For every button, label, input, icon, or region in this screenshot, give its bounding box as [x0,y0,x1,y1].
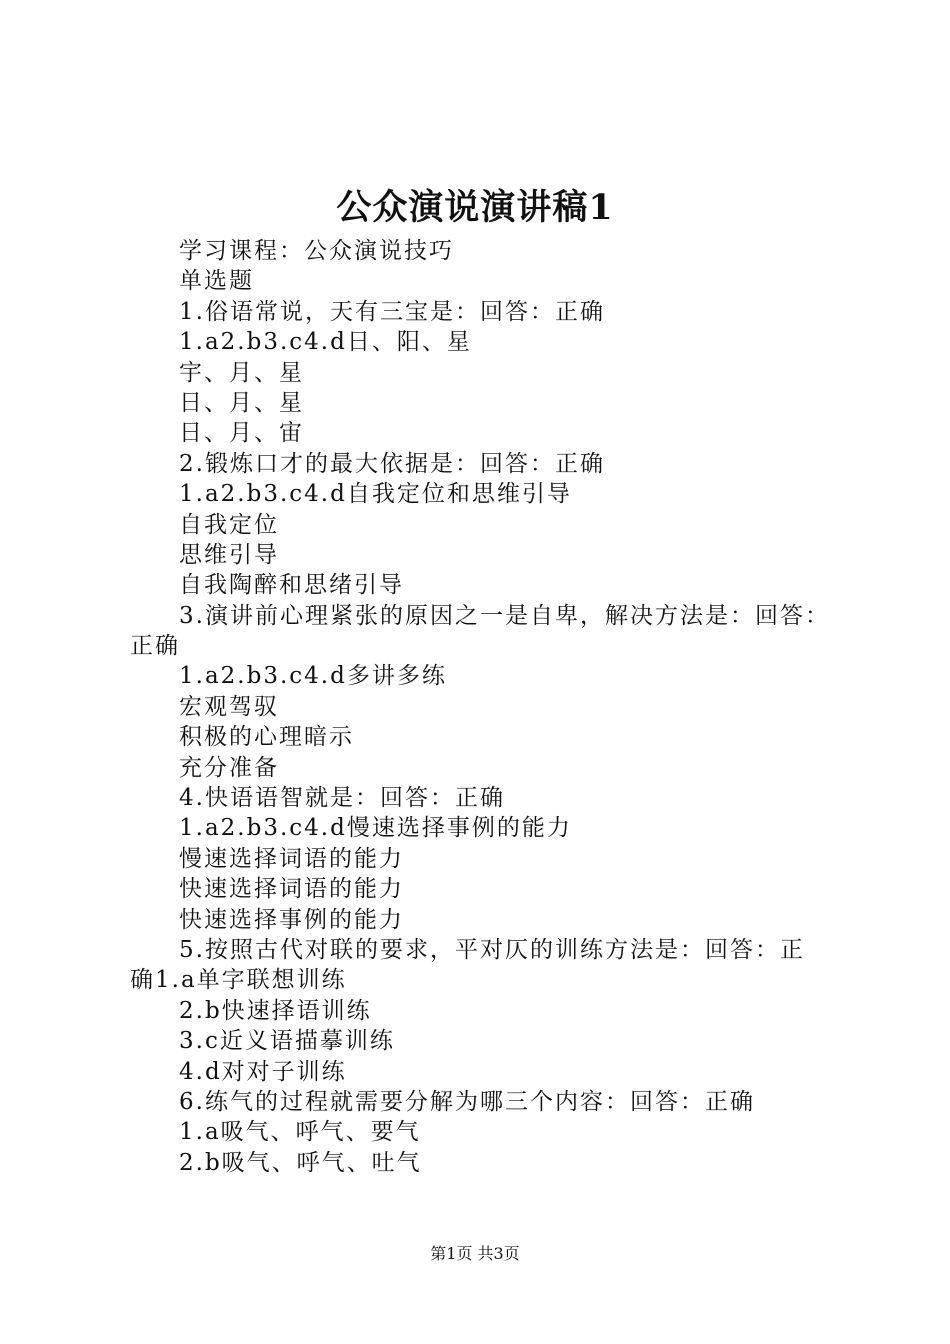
text-line: 宏观驾驭 [179,693,279,720]
text-line: 1.a2.b3.c4.d自我定位和思维引导 [179,481,572,508]
text-line: 4.d对对子训练 [179,1058,347,1085]
text-line: 确1.a单字联想训练 [130,967,347,994]
text-line: 2.b吸气、呼气、吐气 [179,1149,422,1176]
document-body [130,236,840,1178]
text-line: 6.练气的过程就需要分解为哪三个内容：回答：正确 [179,1088,755,1115]
text-line: 自我陶醉和思绪引导 [179,572,404,599]
text-line: 5.按照古代对联的要求，平对仄的训练方法是：回答：正 [179,936,805,963]
page-footer: 第1页 共3页 [430,1244,520,1263]
text-line: 单选题 [179,268,254,295]
text-line: 1.a2.b3.c4.d多讲多练 [179,663,447,690]
text-line: 1.a2.b3.c4.d慢速选择事例的能力 [179,815,572,842]
text-line: 3.c近义语描摹训练 [179,1028,395,1055]
text-line: 慢速选择词语的能力 [179,845,404,872]
text-line: 日、月、星 [179,389,304,416]
text-line: 宇、月、星 [179,359,304,386]
text-line: 1.a2.b3.c4.d日、阳、星 [179,329,472,356]
text-line: 学习课程：公众演说技巧 [179,238,454,264]
text-line: 思维引导 [179,541,279,568]
text-line: 3.演讲前心理紧张的原因之一是自卑，解决方法是：回答： [179,602,830,629]
text-line: 日、月、宙 [179,420,304,447]
page-title: 公众演说演讲稿1 [336,187,614,228]
text-line: 充分准备 [179,754,279,781]
text-line: 正确 [130,633,180,660]
text-line: 积极的心理暗示 [179,724,354,751]
text-line: 快速选择事例的能力 [179,906,404,933]
text-line: 2.b快速择语训练 [179,997,372,1024]
text-line: 1.a吸气、呼气、要气 [179,1119,421,1146]
text-line: 4.快语语智就是：回答：正确 [179,785,505,812]
text-line: 自我定位 [179,511,279,538]
text-line: 快速选择词语的能力 [179,876,404,903]
text-line: 1.俗语常说，天有三宝是：回答：正确 [179,298,605,325]
text-line: 2.锻炼口才的最大依据是：回答：正确 [179,450,605,477]
